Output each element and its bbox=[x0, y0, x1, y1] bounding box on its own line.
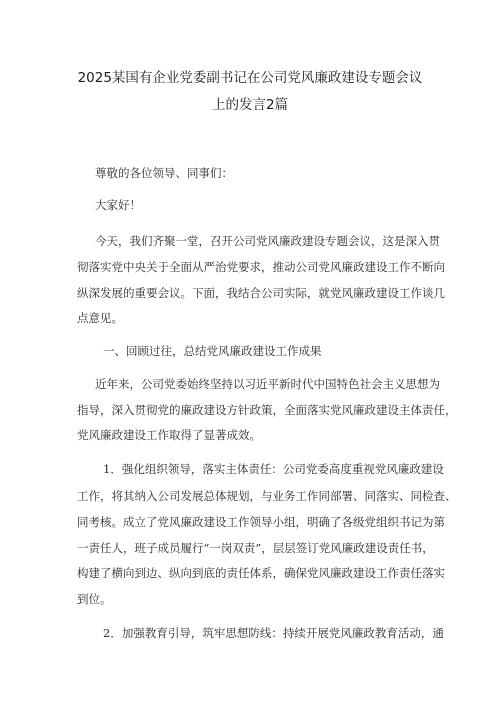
item-2-line: 2．加强教育引导，筑牢思想防线：持续开展党风廉政教育活动，通 bbox=[103, 626, 444, 640]
intro-line: 点意见。 bbox=[77, 311, 123, 325]
item-1-line: 同考核。成立了党风廉政建设工作领导小组，明确了各级党组织书记为第 bbox=[77, 515, 445, 529]
item-1-line: 构建了横向到边、纵向到底的责任体系，确保党风廉政建设工作责任落实 bbox=[77, 566, 445, 580]
item-1-line: 工作，将其纳入公司发展总体规划，与业务工作同部署、同落实、同检查、 bbox=[77, 489, 457, 503]
intro-line: 纵深发展的重要会议。下面，我结合公司实际，就党风廉政建设工作谈几 bbox=[77, 286, 445, 300]
hello: 大家好！ bbox=[95, 198, 141, 212]
section-1-line: 指导，深入贯彻党的廉政建设方针政策，全面落实党风廉政建设主体责任， bbox=[77, 403, 457, 417]
document-title-line-1: 2025某国有企业党委副书记在公司党风廉政建设专题会议 bbox=[77, 70, 423, 86]
item-1-line: 一责任人，班子成员履行“一岗双责”，层层签订党风廉政建设责任书， bbox=[77, 541, 434, 555]
document-title-line-2: 上的发言2篇 bbox=[211, 97, 289, 113]
intro-line: 彻落实党中央关于全面从严治党要求，推动公司党风廉政建设工作不断向 bbox=[77, 260, 445, 274]
section-1-line: 党风廉政建设工作取得了显著成效。 bbox=[77, 428, 261, 442]
greeting: 尊敬的各位领导、同事们： bbox=[95, 166, 233, 180]
section-1-line: 近年来，公司党委始终坚持以习近平新时代中国特色社会主义思想为 bbox=[95, 377, 440, 391]
section-1-heading: 一、回顾过往，总结党风廉政建设工作成果 bbox=[103, 344, 322, 358]
intro-line: 今天，我们齐聚一堂，召开公司党风廉政建设专题会议，这是深入贯 bbox=[95, 234, 440, 248]
item-1-line: 到位。 bbox=[77, 592, 112, 606]
item-1-line: 1．强化组织领导，落实主体责任：公司党委高度重视党风廉政建设 bbox=[103, 462, 444, 476]
